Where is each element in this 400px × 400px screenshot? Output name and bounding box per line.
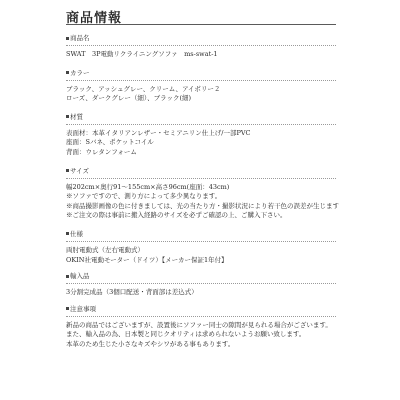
section-line: 背面：ウレタンフォーム	[66, 147, 137, 156]
section-divider	[66, 80, 336, 81]
section-divider	[66, 241, 336, 242]
section-heading: 材質	[70, 112, 83, 121]
section-heading: 商品名	[70, 34, 90, 42]
section-heading: サイズ	[70, 166, 89, 175]
section-line: ※ご注文の際は事前に搬入経路のサイズを必ずご確認の上、ご購入下さい。	[66, 211, 287, 220]
section-heading: 仕様	[70, 229, 83, 238]
section-divider	[66, 45, 336, 46]
section-line: 幅202cm×奥行91～155cm×高さ96cm(座面：43cm)	[66, 182, 230, 191]
bullet-icon	[66, 37, 69, 40]
section-line: OKIN社電動モーター（ドイツ）【メーカー保証1年付】	[66, 255, 228, 264]
section-heading: 輸入品	[70, 272, 90, 281]
page-title: 商品情報	[66, 11, 123, 26]
bullet-icon	[66, 71, 69, 74]
section-line: 新品の商品ではございますが、設置後にソファー同士の隙間が見られる場合がございます。	[66, 320, 332, 329]
section-line: 表面材：本革イタリアンレザー・セミアニリン仕上げ/一部PVC	[66, 128, 251, 137]
bullet-icon	[66, 275, 69, 278]
bullet-icon	[66, 115, 69, 118]
section-divider	[66, 283, 336, 284]
section-line: 両肘電動式（左右電動式）	[66, 245, 144, 254]
section-import	[66, 272, 336, 298]
bullet-icon	[66, 307, 69, 310]
section-heading: カラー	[70, 68, 90, 77]
section-line: ※ソファですので、測り方によって多少異なります。	[66, 192, 222, 201]
section-line: ブラック、アッシュグレー、クリーム、アイボリー２	[66, 84, 221, 93]
section-heading: 注意事項	[70, 304, 96, 313]
section-divider	[66, 178, 336, 179]
bullet-icon	[66, 232, 69, 235]
section-line: 座面：Sバネ、ポケットコイル	[66, 138, 154, 147]
section-notes	[66, 305, 336, 350]
section-spec	[66, 230, 336, 265]
section-line: 3分割完成品（3個口配送・背面部は差込式）	[66, 288, 198, 297]
section-product-name	[66, 34, 336, 60]
section-divider	[66, 124, 336, 125]
section-size	[66, 166, 339, 221]
section-line: 本革のため生じた小さなキズやシワがある事もあります。	[66, 339, 235, 348]
section-material	[66, 113, 336, 158]
section-line: SWAT 3P電動リクライニングソファ ms-swat-1	[66, 50, 218, 58]
section-line: また、輸入品の為、日本製と同じクオリティは求められないようお願い致します。	[66, 330, 306, 339]
bullet-icon	[66, 169, 69, 172]
section-line: ローズ、ダークグレー（細）、ブラック(細)	[66, 94, 192, 103]
section-divider	[66, 316, 336, 317]
section-color	[66, 69, 336, 104]
section-line: ※商品撮影画像の色に付きましては、光の当たり方・撮影状況により若干色の誤差が生じます	[66, 201, 339, 210]
